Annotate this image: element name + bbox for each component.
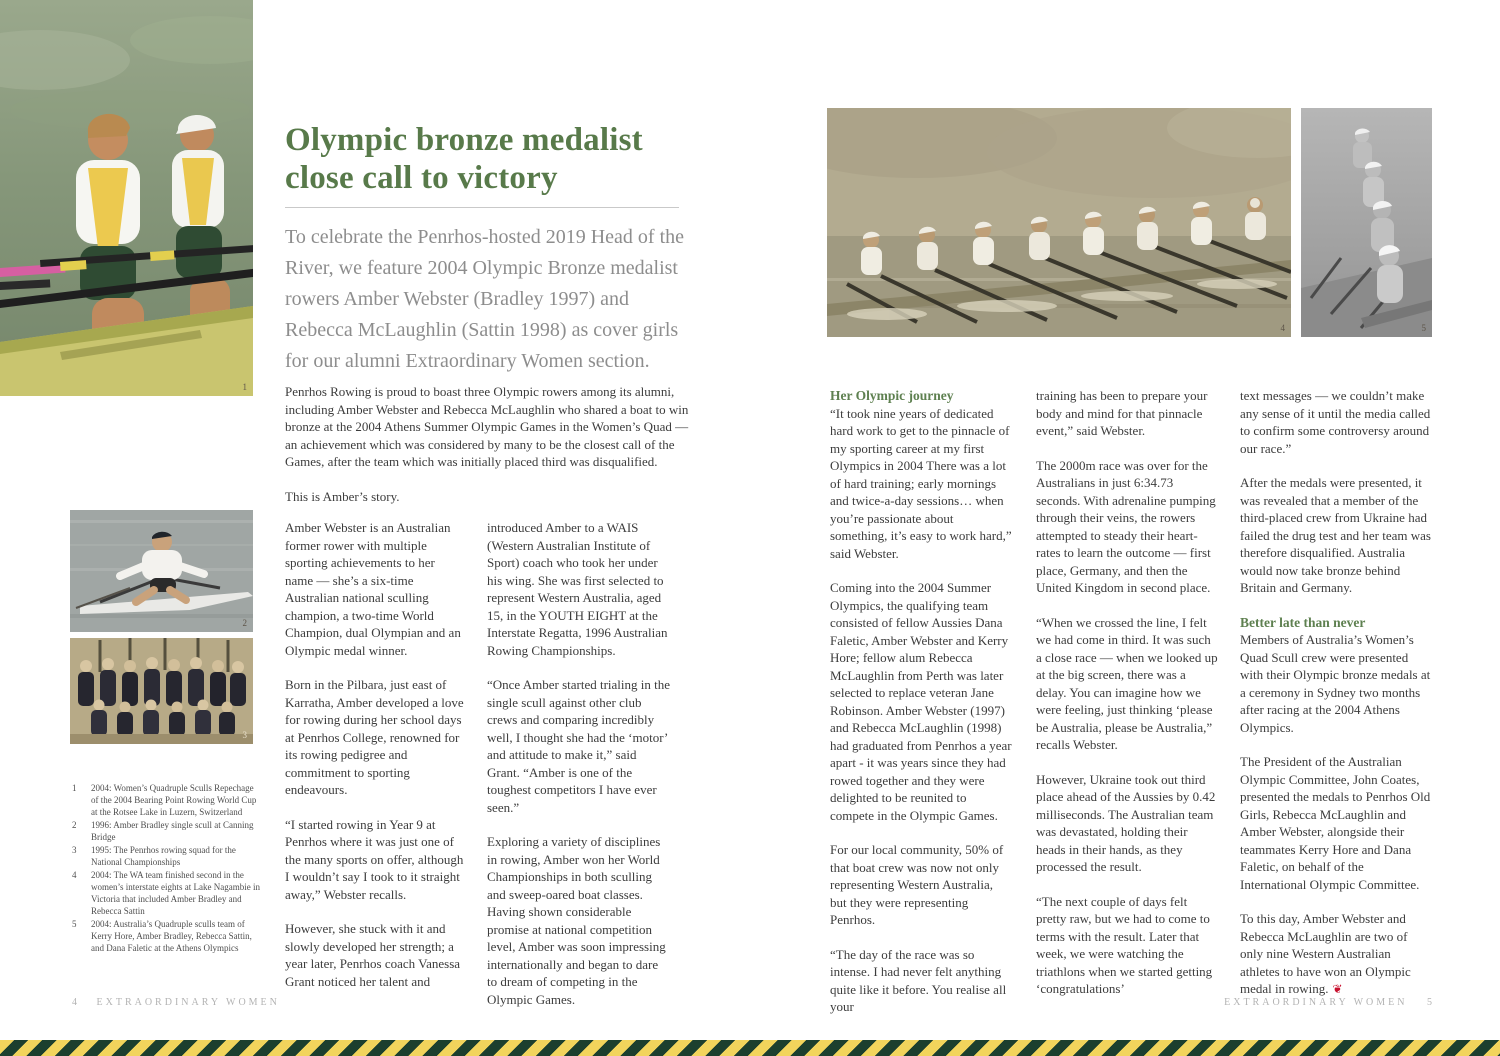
photo-number-badge: 4 xyxy=(1280,323,1285,333)
paragraph: text messages — we couldn’t make any sense of it until the media called to confirm some controversy around our race.” xyxy=(1240,388,1431,456)
paragraph: However, Ukraine took out third place ahead of the Aussies by 0.42 milliseconds. The Australian team was devastated, holding their heads in their hands, as they processed the result. xyxy=(1036,771,1216,874)
paragraph: However, she stuck with it and slowly developed her strength; a year later, Penrhos coach Vanessa Grant noticed her talent and xyxy=(285,921,461,989)
caption-text: 1995: The Penrhos rowing squad for the National Championships xyxy=(91,845,236,867)
paragraph: For our local community, 50% of that boat crew was now not only representing Western Australia, but they were representing Penrhos. xyxy=(830,842,1004,927)
caption-item xyxy=(72,819,262,843)
photo-number-badge: 1 xyxy=(242,382,247,392)
left-page-column-2 xyxy=(487,519,671,1025)
squad-photo-illustration xyxy=(70,638,253,744)
sculler-photo-illustration xyxy=(70,510,253,632)
paragraph: “Once Amber started trialing in the single scull against other club crews and comparing incredibly well, I thought she had the ‘motor’ and attitude to make it,” said Grant. “Amber is one of the toughest competitors I have ever seen.” xyxy=(487,677,671,815)
paragraph: “The day of the race was so intense. I had never felt anything quite like it before. You realise all your xyxy=(830,946,1007,1014)
lead-block xyxy=(285,383,689,522)
photo-captions-list xyxy=(72,782,262,955)
caption-number: 5 xyxy=(72,919,77,929)
paragraph: “It took nine years of dedicated hard work to get to the pinnacle of my sporting career at my first Olympics in 2004 There was a lot of hard training; early mornings and twice-a-day sessions… when you’re passionate about something, it’s easy to work hard,” said Webster. xyxy=(830,405,1012,561)
footer-section-title: EXTRAORDINARY WOMEN xyxy=(96,997,280,1008)
striped-border-band xyxy=(0,1040,1500,1056)
photo-number-badge: 2 xyxy=(242,618,247,628)
photo-number-badge: 3 xyxy=(242,730,247,740)
story-intro-line: This is Amber’s story. xyxy=(285,488,400,504)
lead-paragraph: Penrhos Rowing is proud to boast three Olympic rowers among its alumni, including Amber Webster and Rebecca McLaughlin who shared a boat to win bronze at the 2004 Athens Summer Olympic Games in the Women’s Quad — an achievement which was considered by many to be the closest call of the Games, after the team which was initially placed third was disqualified. xyxy=(285,384,689,469)
right-page-column-1 xyxy=(830,387,1012,1033)
caption-number: 4 xyxy=(72,870,77,880)
paragraph: Exploring a variety of disciplines in rowing, Amber won her World Championships in both sculling and sweep-oared boat classes. Having shown considerable promise at national competition level, Amber was soon impressing internationally and began to dare to dream of competing in the Olympic Games. xyxy=(487,834,666,1007)
section-subhead: Her Olympic journey xyxy=(830,388,954,403)
footer-section-title: EXTRAORDINARY WOMEN xyxy=(1224,997,1408,1008)
caption-item xyxy=(72,869,262,917)
caption-number: 2 xyxy=(72,820,77,830)
paragraph: “The next couple of days felt pretty raw, but we had to come to terms with the result. Later that week, we were watching the triathlons when we started getting ‘congratulations’ xyxy=(1036,893,1213,996)
right-page-footer xyxy=(1224,997,1432,1008)
paragraph: Members of Australia’s Women’s Quad Scull crew were presented with their Olympic bronze medals at a ceremony in Sydney two months after racing at the 2004 Athens Olympics. xyxy=(1240,632,1431,735)
photo-number-badge: 5 xyxy=(1421,323,1426,333)
caption-text: 2004: Australia’s Quadruple sculls team of Kerry Hore, Amber Bradley, Rebecca Sattin, and Dana Faletic at the Athens Olympics xyxy=(91,919,252,953)
left-page-column-1 xyxy=(285,519,465,1007)
photo-quad-crew xyxy=(1301,108,1432,337)
article-headline: Olympic bronze medalist close call to victory xyxy=(285,122,643,196)
quad-photo-illustration xyxy=(1301,108,1432,337)
photo-single-scull xyxy=(70,510,253,632)
paragraph: “I started rowing in Year 9 at Penrhos where it was just one of the many sports on offer, although I wouldn’t say I took to it straight away,” Webster recalls. xyxy=(285,816,464,902)
eight-photo-illustration xyxy=(827,108,1291,337)
headline-divider xyxy=(285,207,679,208)
caption-number: 1 xyxy=(72,783,77,793)
paragraph: Amber Webster is an Australian former rower with multiple sporting achievements to her name — she’s a six-time Australian national sculling champion, a two-time World Champion, dual Olympian and an Olympic medal winner. xyxy=(285,520,461,658)
closing-text: To this day, Amber Webster and Rebecca McLaughlin are two of only nine Western Australian athletes to have won an Olympic medal in rowing. xyxy=(1240,911,1411,996)
right-page-column-3 xyxy=(1240,387,1432,1016)
photo-rowing-squad xyxy=(70,638,253,744)
paragraph: After the medals were presented, it was revealed that a member of the third-placed crew from Ukraine had failed the drug test and her team was therefore disqualified. Australia would now take bronze behind Britain and Germany. xyxy=(1240,475,1431,595)
rowers-photo-illustration xyxy=(0,0,253,396)
page-number: 4 xyxy=(72,997,77,1008)
section-subhead: Better late than never xyxy=(1240,614,1366,630)
closing-paragraph xyxy=(1240,910,1432,999)
caption-item xyxy=(72,782,262,818)
paragraph: Born in the Pilbara, just east of Karratha, Amber developed a love for rowing during her school days at Penrhos College, renowned for its rowing pedigree and commitment to sporting endeavours. xyxy=(285,677,464,797)
paragraph: The President of the Australian Olympic Committee, John Coates, presented the medals to Penrhos Old Girls, Rebecca McLaughlin and Amber Webster, alongside their teammates Kerry Hore and Dana Faletic, on behalf of the International Olympic Committee. xyxy=(1240,754,1431,892)
article-standfirst: To celebrate the Penrhos-hosted 2019 Head of the River, we feature 2004 Olympic Bronze medalist rowers Amber Webster (Bradley 1997) and Rebecca McLaughlin (Sattin 1998) as cover girls for our alumni Extraordinary Women section. xyxy=(285,226,685,372)
paragraph: training has been to prepare your body and mind for that pinnacle event,” said Webster. xyxy=(1036,388,1208,438)
caption-text: 1996: Amber Bradley single scull at Canning Bridge xyxy=(91,820,254,842)
dragon-end-mark-icon: ❦ xyxy=(1332,982,1343,996)
paragraph: The 2000m race was over for the Australians in just 6:34.73 seconds. With adrenaline pumping through their veins, the rowers attempted to steady their heart-rates to learn the outcome — first place, Germany, and then the United Kingdom in second place. xyxy=(1036,457,1216,595)
caption-number: 3 xyxy=(72,845,77,855)
caption-text: 2004: Women’s Quadruple Sculls Repechage of the 2004 Bearing Point Rowing World Cup at the Rotsee Lake in Luzern, Switzerland xyxy=(91,783,257,817)
right-page-column-2 xyxy=(1036,387,1218,1015)
caption-item xyxy=(72,918,262,954)
photo-womens-eight xyxy=(827,108,1291,337)
paragraph: “When we crossed the line, I felt we had come in third. It was such a close race — when we looked up at the big screen, there was a delay. You can imagine how we were feeling, just thinking ‘please be Australia, please be Australia,” recalls Webster. xyxy=(1036,614,1218,752)
caption-item xyxy=(72,844,262,868)
caption-text: 2004: The WA team finished second in the women’s interstate eights at Lake Nagambie in Victoria that included Amber Bradley and Rebecca Sattin xyxy=(91,870,260,916)
paragraph: introduced Amber to a WAIS (Western Australian Institute of Sport) coach who took her under his wing. She was first selected to represent Western Australia, aged 15, in the YOUTH EIGHT at the Interstate Regatta, 1996 Australian Rowing Championships. xyxy=(487,520,668,658)
paragraph: Coming into the 2004 Summer Olympics, the qualifying team consisted of fellow Aussies Dana Faletic, Amber Webster and Kerry Hore; fellow alum Rebecca McLaughlin from Perth was later selected to replace veteran Jane Robinson. Amber Webster (1997) and Rebecca McLaughlin (1998) had graduated from Penrhos a year apart - it was years since they had rowed together and they were delighted to be reunited to compete in the Olympic Games. xyxy=(830,580,1012,823)
left-page-footer xyxy=(72,997,280,1008)
photo-quad-sculls-rowers xyxy=(0,0,253,396)
page-number: 5 xyxy=(1427,997,1432,1008)
